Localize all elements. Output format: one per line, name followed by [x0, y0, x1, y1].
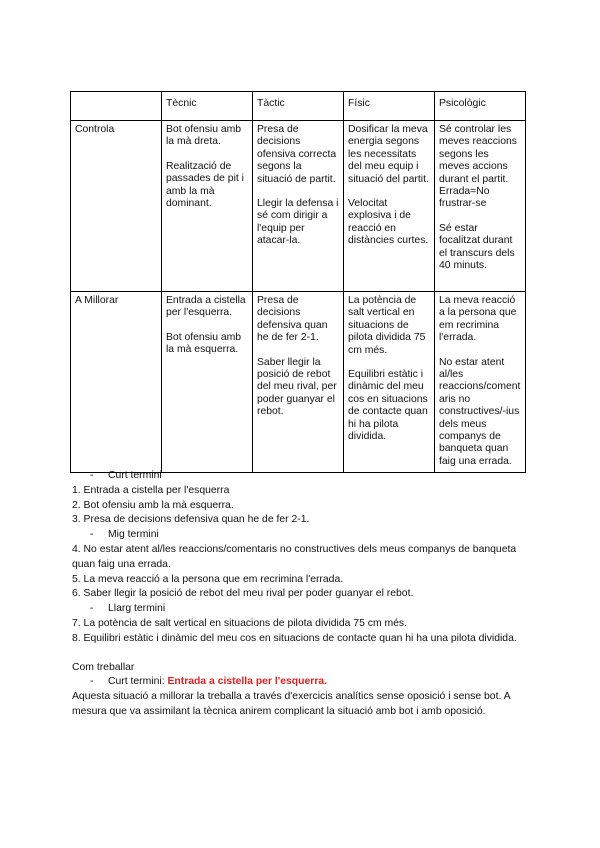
cell-text: Bot ofensiu amb la mà dreta.: [166, 124, 242, 148]
list-item: 5. La meva reacció a la persona que em recrimina l'errada.: [72, 573, 344, 585]
cell-tecnic: [162, 292, 253, 473]
mid-term-heading: Mig termini: [108, 529, 159, 541]
evaluation-table: [70, 91, 526, 473]
cell-tactic: [253, 121, 344, 292]
cell-fisic: [344, 121, 435, 292]
cell-fisic: [344, 292, 435, 473]
short-term-label: Curt termini:: [108, 676, 168, 688]
cell-tecnic: [162, 121, 253, 292]
cell-text: Llegir la defensa i sé com dirigir a l'equip per atacar-la.: [257, 198, 339, 247]
bullet-dash: -: [90, 676, 94, 688]
list-item: 4. No estar atent al/les reaccions/comentaris no constructives dels meus companys de banqueta quan faig una errada.: [72, 543, 517, 570]
section-heading: Com treballar: [72, 661, 135, 673]
list-item: 1. Entrada a cistella per l'esquerra: [72, 484, 230, 496]
body-paragraph: Aquesta situació a millorar la treballa a través d'exercicis analítics sense oposició i sense bot. A mesura que va assimilant la tècnica anirem complicant la situació amb bot i amb oposició.: [72, 691, 511, 717]
bullet-dash: -: [90, 603, 94, 615]
list-item: [72, 602, 532, 617]
header-cell-psicologic: Psicològic: [435, 92, 526, 121]
cell-text: Sé estar focalitzat durant el transcurs dels 40 minuts.: [439, 222, 515, 272]
cell-text: Equilibri estàtic i dinàmic del meu cos en situacions de contacte quan hi ha pilota dividida.: [348, 369, 428, 443]
cell-text: Dosificar la meva energia segons les necessitats del meu equip i situació del partit.: [348, 124, 429, 185]
table-row-controla: [71, 121, 526, 292]
list-item: [72, 528, 532, 543]
list-item: [72, 675, 532, 690]
cell-psicologic: [435, 292, 526, 473]
cell-text: Bot ofensiu amb la mà esquerra.: [166, 331, 242, 356]
row-label: Controla: [71, 121, 162, 292]
cell-text: Presa de decisions defensiva quan he de fer 2-1.: [257, 295, 328, 344]
list-item: 6. Saber llegir la posició de rebot del meu rival per poder guanyar el rebot.: [72, 588, 414, 600]
cell-text: Saber llegir la posició de rebot del meu rival, per poder guanyar el rebot.: [257, 356, 337, 418]
header-cell-tactic: Tàctic: [253, 92, 344, 121]
cell-text: La potència de salt vertical en situacions de pilota dividida 75 cm més.: [348, 295, 426, 356]
cell-text: Sé controlar les meves reaccions segons les meves accions durant el partit. Errada=No frustrar-se: [439, 124, 517, 210]
row-label: A Millorar: [71, 292, 162, 473]
cell-text: No estar atent al/les reaccions/comentaris no constructives/-ius dels meus companys de banqueta quan faig una errada.: [439, 356, 521, 467]
bullet-dash: -: [90, 470, 94, 481]
list-item: [72, 469, 532, 484]
spacer: [72, 647, 532, 661]
table-header-row: [71, 92, 526, 121]
header-cell-tecnic: Tècnic: [162, 92, 253, 121]
long-term-heading: Llarg termini: [108, 603, 166, 615]
list-item: 8. Equilibri estàtic i dinàmic del meu cos en situacions de contacte quan hi ha una pilota dividida.: [72, 632, 517, 644]
cell-text: La meva reacció a la persona que em recrimina l'errada.: [439, 295, 517, 344]
list-item: 7. La potència de salt vertical en situacions de pilota dividida 75 cm més.: [72, 617, 407, 629]
cell-text: Presa de decisions ofensiva correcta segons la situació de partit.: [257, 124, 337, 185]
short-term-focus: Entrada a cistella per l'esquerra.: [167, 676, 328, 688]
cell-text: Entrada a cistella per l'esquerra.: [166, 295, 246, 319]
cell-tactic: [253, 292, 344, 473]
table-row-a-millorar: [71, 292, 526, 473]
bullet-dash: -: [90, 529, 94, 541]
notes-section: [72, 469, 532, 720]
list-item: 2. Bot ofensiu amb la mà esquerra.: [72, 499, 234, 511]
short-term-heading: Curt termini: [108, 470, 162, 481]
list-item: 3. Presa de decisions defensiva quan he de fer 2-1.: [72, 514, 310, 526]
header-cell-fisic: Físic: [344, 92, 435, 121]
header-cell-empty: [71, 92, 162, 121]
cell-text: Realització de passades de pit i amb la mà dominant.: [166, 160, 244, 210]
cell-text: Velocitat explosiva i de reacció en distàncies curtes.: [348, 198, 429, 247]
cell-psicologic: [435, 121, 526, 292]
